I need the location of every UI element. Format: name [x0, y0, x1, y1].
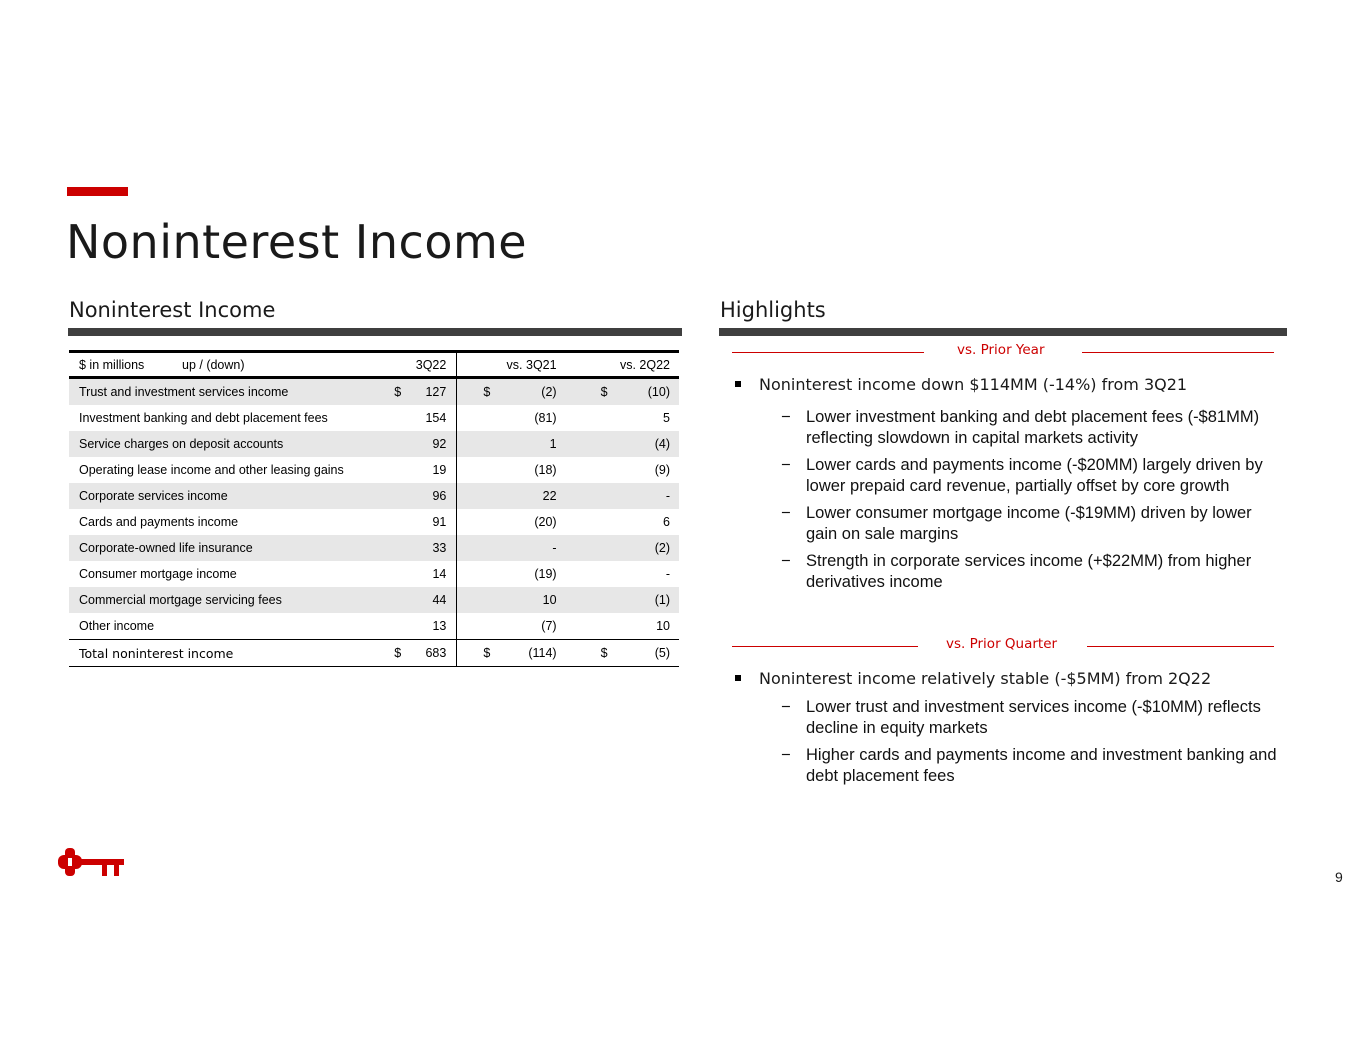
cell-vs-3q21: (18)	[534, 463, 557, 477]
cell-dollar	[384, 561, 409, 587]
square-bullet-icon	[735, 381, 741, 387]
cell-dollar	[457, 405, 503, 431]
table-row	[69, 431, 679, 457]
header-vs-3q21: vs. 3Q21	[506, 357, 557, 372]
table-row	[69, 613, 679, 640]
cell-vs-3q21: (2)	[541, 385, 557, 399]
cell-vs-3q21: (20)	[534, 515, 557, 529]
cell-dollar	[457, 483, 503, 509]
prior-quarter-divider	[732, 636, 1274, 656]
cell-dollar	[573, 457, 620, 483]
prior-year-sub-2: − Lower cards and payments income (-$20MM) largely driven by lower prepaid card revenue, partially offset by core growth	[781, 456, 1263, 495]
table-row	[69, 457, 679, 483]
table-row	[69, 587, 679, 613]
cell-vs-3q21: (7)	[541, 619, 557, 633]
cell-3q22: 154	[410, 405, 457, 431]
cell-dollar	[573, 405, 620, 431]
cell-dollar	[573, 483, 620, 509]
table-row	[69, 561, 679, 587]
cell-vs-2q22: (4)	[654, 437, 670, 451]
cell-vs-3q21: 10	[542, 593, 557, 607]
prior-year-sub-3: − Lower consumer mortgage income (-$19MM) driven by lower gain on sale margins	[781, 504, 1252, 543]
cell-dollar	[457, 509, 503, 535]
prior-year-divider	[732, 342, 1274, 362]
cell-dollar	[457, 535, 503, 561]
cell-vs-3q21: -	[552, 541, 557, 555]
table-row	[69, 483, 679, 509]
cell-dollar	[457, 613, 503, 640]
row-label: Corporate-owned life insurance	[79, 541, 253, 555]
table-row	[69, 405, 679, 431]
prior-quarter-bullet: Noninterest income relatively stable (-$5MM) from 2Q22	[735, 669, 1211, 688]
row-label: Other income	[79, 619, 155, 633]
square-bullet-icon	[735, 675, 741, 681]
cell-vs-3q21: (114)	[528, 646, 557, 660]
cell-3q22: 92	[410, 431, 457, 457]
row-label: Investment banking and debt placement fees	[79, 411, 328, 425]
cell-vs-2q22: 5	[663, 411, 670, 425]
highlights-rule	[719, 328, 1287, 336]
cell-vs-2q22: 6	[663, 515, 670, 529]
cell-3q22: 44	[410, 587, 457, 613]
highlights-heading: Highlights	[720, 298, 826, 322]
table-row	[69, 535, 679, 561]
table-total-row	[69, 640, 679, 667]
cell-dollar	[384, 613, 409, 640]
cell-dollar	[573, 561, 620, 587]
cell-3q22: 13	[410, 613, 457, 640]
noninterest-income-table	[69, 350, 679, 667]
cell-dollar: $	[394, 646, 402, 660]
title-accent-bar	[67, 187, 128, 196]
key-logo-icon	[58, 846, 124, 878]
cell-dollar	[384, 587, 409, 613]
cell-dollar	[384, 483, 409, 509]
table-row	[69, 378, 679, 406]
page-title: Noninterest Income	[66, 215, 528, 269]
cell-3q22: 14	[410, 561, 457, 587]
cell-dollar	[384, 535, 409, 561]
cell-vs-3q21: (19)	[534, 567, 557, 581]
table-section-heading: Noninterest Income	[69, 298, 276, 322]
cell-3q22: 33	[410, 535, 457, 561]
cell-dollar	[384, 457, 409, 483]
cell-3q22: 91	[410, 509, 457, 535]
table-section-rule	[68, 328, 682, 336]
row-label: Operating lease income and other leasing gains	[79, 463, 344, 477]
cell-dollar	[573, 587, 620, 613]
total-label: Total noninterest income	[79, 645, 234, 661]
cell-3q22: 127	[410, 378, 457, 406]
cell-dollar	[573, 509, 620, 535]
row-label: Service charges on deposit accounts	[79, 437, 284, 451]
cell-vs-2q22: (5)	[654, 646, 670, 660]
cell-3q22: 683	[410, 640, 457, 667]
cell-dollar	[457, 431, 503, 457]
header-vs-2q22: vs. 2Q22	[619, 357, 670, 372]
cell-dollar: $	[483, 646, 491, 660]
cell-vs-3q21: 22	[542, 489, 557, 503]
cell-dollar	[384, 431, 409, 457]
cell-dollar: $	[600, 646, 608, 660]
prior-year-sub-4: − Strength in corporate services income (+$22MM) from higher derivatives income	[781, 552, 1252, 591]
row-label: Corporate services income	[79, 489, 228, 503]
cell-dollar	[457, 587, 503, 613]
prior-year-label: vs. Prior Year	[957, 342, 1045, 358]
row-label: Cards and payments income	[79, 515, 239, 529]
cell-vs-2q22: (9)	[654, 463, 670, 477]
cell-dollar	[573, 431, 620, 457]
cell-vs-2q22: -	[665, 567, 670, 581]
row-label: Commercial mortgage servicing fees	[79, 593, 282, 607]
table-header-row	[69, 352, 679, 378]
cell-dollar: $	[394, 385, 402, 399]
header-3q22: 3Q22	[410, 352, 457, 378]
prior-year-sub-1: − Lower investment banking and debt placement fees (-$81MM) reflecting slowdown in capital markets activity	[781, 408, 1260, 447]
header-units: $ in millions up / (down)	[79, 357, 245, 372]
prior-quarter-sub-1: − Lower trust and investment services income (-$10MM) reflects decline in equity markets	[781, 698, 1261, 737]
cell-vs-2q22: (10)	[647, 385, 670, 399]
cell-3q22: 96	[410, 483, 457, 509]
cell-dollar	[573, 613, 620, 640]
cell-vs-2q22: (1)	[654, 593, 670, 607]
cell-vs-3q21: 1	[549, 437, 557, 451]
cell-3q22: 19	[410, 457, 457, 483]
prior-year-bullet: Noninterest income down $114MM (-14%) from 3Q21	[735, 375, 1187, 394]
cell-dollar	[384, 405, 409, 431]
cell-dollar: $	[483, 385, 491, 399]
cell-dollar: $	[600, 385, 608, 399]
row-label: Trust and investment services income	[79, 385, 289, 399]
row-label: Consumer mortgage income	[79, 567, 237, 581]
cell-dollar	[457, 561, 503, 587]
cell-dollar	[573, 535, 620, 561]
cell-dollar	[384, 509, 409, 535]
cell-vs-2q22: -	[665, 489, 670, 503]
prior-quarter-label: vs. Prior Quarter	[946, 636, 1058, 652]
cell-vs-3q21: (81)	[534, 411, 557, 425]
cell-vs-2q22: (2)	[654, 541, 670, 555]
table-row	[69, 509, 679, 535]
cell-vs-2q22: 10	[656, 619, 670, 633]
cell-dollar	[457, 457, 503, 483]
prior-quarter-sub-2: − Higher cards and payments income and investment banking and debt placement fees	[781, 746, 1277, 785]
page-number: 9	[1335, 869, 1343, 885]
